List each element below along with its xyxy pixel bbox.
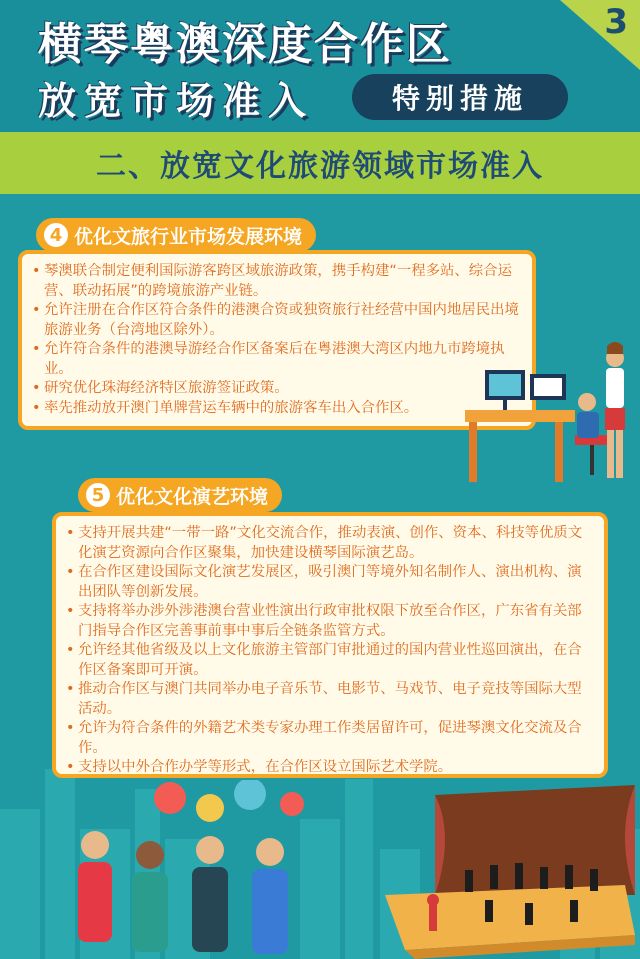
panel5-number: 5 (86, 483, 110, 507)
page-number: 3 (604, 2, 628, 42)
list-item: • 允许为符合条件的外籍艺术类专家办理工作类居留许可，促进琴澳文化交流及合作。 (66, 719, 594, 758)
office-worker-illustration (455, 340, 635, 490)
section-title: 二、放宽文化旅游领域市场准入 (96, 149, 544, 184)
title-pill (352, 74, 568, 120)
panel5-card (52, 512, 608, 778)
panel5-title: 优化文化演艺环境 (116, 485, 269, 508)
panel4-list (32, 262, 522, 418)
list-item: • 研究优化珠海经济特区旅游签证政策。 (32, 379, 522, 399)
orchestra-stage-illustration (375, 775, 640, 959)
panel4-label (36, 218, 316, 252)
header (0, 0, 640, 132)
panel4-number: 4 (44, 223, 68, 247)
list-item: • 允许注册在合作区符合条件的港澳合资或独资旅行社经营中国内地居民出境旅游业务（台湾地区除外）。 (32, 301, 522, 340)
panel5-label (78, 478, 282, 512)
panel4-title: 优化文旅行业市场发展环境 (74, 225, 303, 248)
list-item: • 支持以中外合作办学等形式，在合作区设立国际艺术学院。 (66, 758, 594, 778)
main-title: 横琴粤澳深度合作区 (38, 19, 452, 70)
title-pill-text: 特别措施 (391, 82, 528, 115)
list-item: • 琴澳联合制定便利国际游客跨区域旅游政策，携手构建“一程多站、综合运营、联动拓展”的跨境旅游产业链。 (32, 262, 522, 301)
panel5-list (66, 524, 594, 778)
list-item: • 允许符合条件的港澳导游经合作区备案后在粤港澳大湾区内地九市跨境执业。 (32, 340, 522, 379)
corner-triangle (560, 0, 640, 70)
list-item: • 在合作区建设国际文化演艺发展区，吸引澳门等境外知名制作人、演出机构、演出团队等创新发展。 (66, 563, 594, 602)
section-banner (0, 132, 640, 194)
list-item: • 率先推动放开澳门单牌营运车辆中的旅游客车出入合作区。 (32, 399, 522, 419)
list-item: • 支持将举办涉外涉港澳台营业性演出行政审批权限下放至合作区，广东省有关部门指导合作区完善事前事中事后全链条监管方式。 (66, 602, 594, 641)
business-people-illustration (60, 780, 320, 959)
list-item: • 推动合作区与澳门共同举办电子音乐节、电影节、马戏节、电子竞技等国际大型活动。 (66, 680, 594, 719)
sub-title: 放宽市场准入 (38, 79, 315, 123)
list-item: • 允许经其他省级及以上文化旅游主管部门审批通过的国内营业性巡回演出，在合作区备案即可开演。 (66, 641, 594, 680)
list-item: • 支持开展共建“一带一路”文化交流合作，推动表演、创作、资本、科技等优质文化演艺资源向合作区聚集，加快建设横琴国际演艺岛。 (66, 524, 594, 563)
